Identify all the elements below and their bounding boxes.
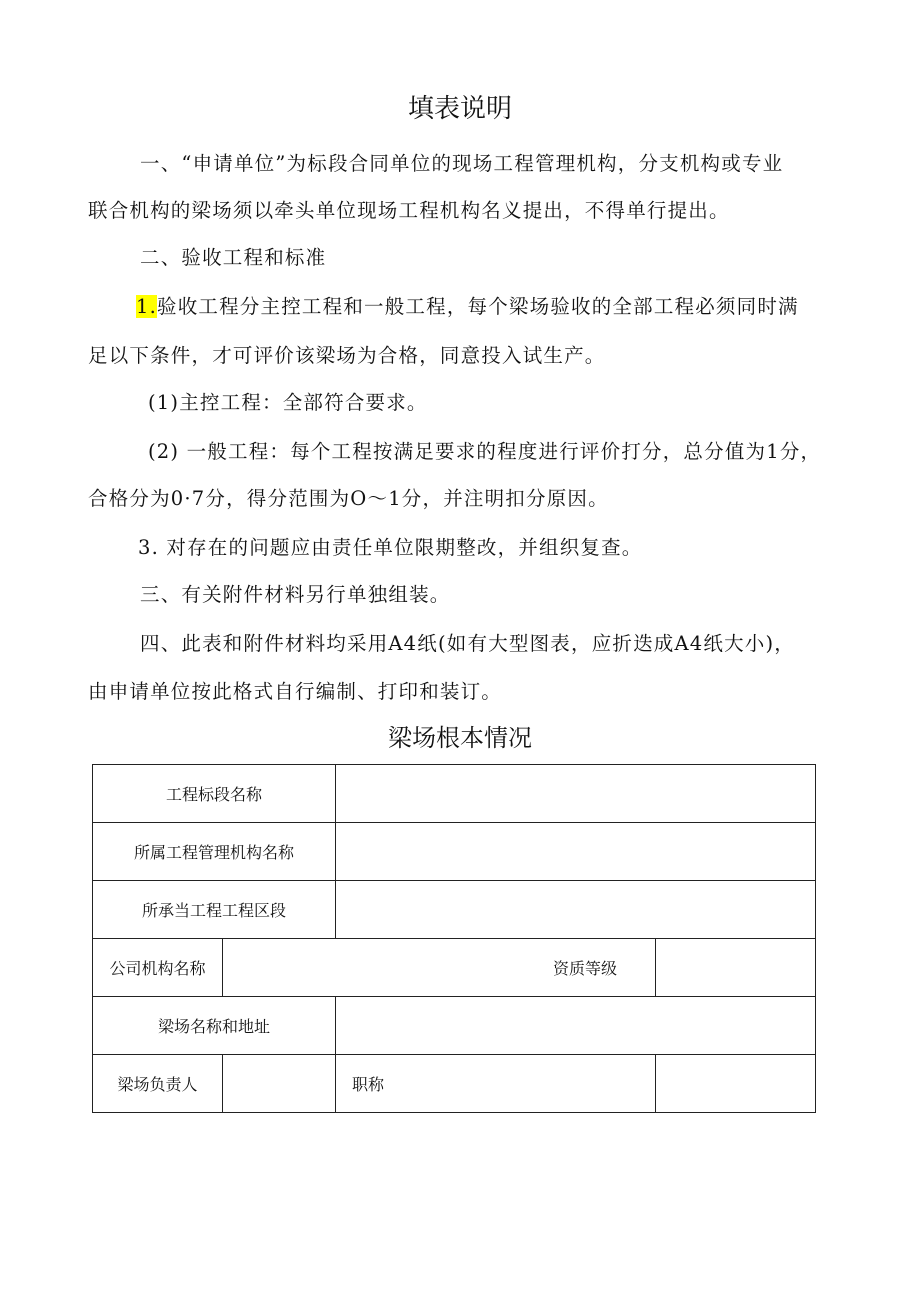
paragraph-5-line-2: 合格分为0·7分，得分范围为O～1分，并注明扣分原因。: [88, 487, 609, 510]
table-row: [93, 939, 816, 997]
project-section-name-label: 工程标段名称: [93, 765, 336, 823]
job-title-label: 职称: [336, 1055, 656, 1113]
table-row: [93, 997, 816, 1055]
table-row: [93, 765, 816, 823]
paragraph-8-line-1: 四、此表和附件材料均采用A4纸(如有大型图表，应折迭成A4纸大小)，: [140, 632, 795, 655]
paragraph-4: (1)主控工程：全部符合要求。: [148, 391, 428, 414]
undertaken-section-field[interactable]: [336, 881, 816, 939]
yard-name-address-field[interactable]: [336, 997, 816, 1055]
yard-info-table: [92, 764, 816, 1113]
paragraph-5-line-1: (2) 一般工程：每个工程按满足要求的程度进行评价打分，总分值为1分，: [148, 440, 822, 463]
paragraph-3-line-2: 足以下条件，才可评价该梁场为合格，同意投入试生产。: [88, 344, 606, 367]
qualification-level-field[interactable]: [656, 939, 816, 997]
paragraph-3-line-1: [136, 291, 876, 319]
paragraph-3-text: 验收工程分主控工程和一般工程，每个梁场验收的全部工程必须同时满: [157, 295, 799, 318]
paragraph-1-line-2: 联合机构的梁场须以牵头单位现场工程机构名义提出，不得单行提出。: [88, 199, 730, 222]
paragraph-6: 3. 对存在的问题应由责任单位限期整改，并组织复查。: [138, 536, 643, 559]
highlighted-number: 1.: [136, 295, 158, 318]
yard-person-in-charge-field[interactable]: [223, 1055, 336, 1113]
yard-name-address-label: 梁场名称和地址: [93, 997, 336, 1055]
yard-person-in-charge-label: 梁场负责人: [93, 1055, 223, 1113]
paragraph-7: 三、有关附件材料另行单独组装。: [140, 583, 451, 606]
undertaken-section-label: 所承当工程工程区段: [93, 881, 336, 939]
table-title: 梁场根本情况: [388, 724, 532, 752]
instructions-title: 填表说明: [407, 94, 512, 124]
table-row: [93, 1055, 816, 1113]
company-org-name-label: 公司机构名称: [93, 939, 223, 997]
project-section-name-field[interactable]: [336, 765, 816, 823]
paragraph-2: 二、验收工程和标准: [140, 246, 327, 269]
management-org-name-label: 所属工程管理机构名称: [93, 823, 336, 881]
table-row: [93, 823, 816, 881]
job-title-field[interactable]: [656, 1055, 816, 1113]
qualification-level-label: 资质等级: [223, 939, 656, 997]
table-row: [93, 881, 816, 939]
paragraph-1-line-1: 一、“申请单位”为标段合同单位的现场工程管理机构，分支机构或专业: [140, 152, 784, 175]
paragraph-8-line-2: 由申请单位按此格式自行编制、打印和装订。: [88, 680, 503, 703]
management-org-name-field[interactable]: [336, 823, 816, 881]
